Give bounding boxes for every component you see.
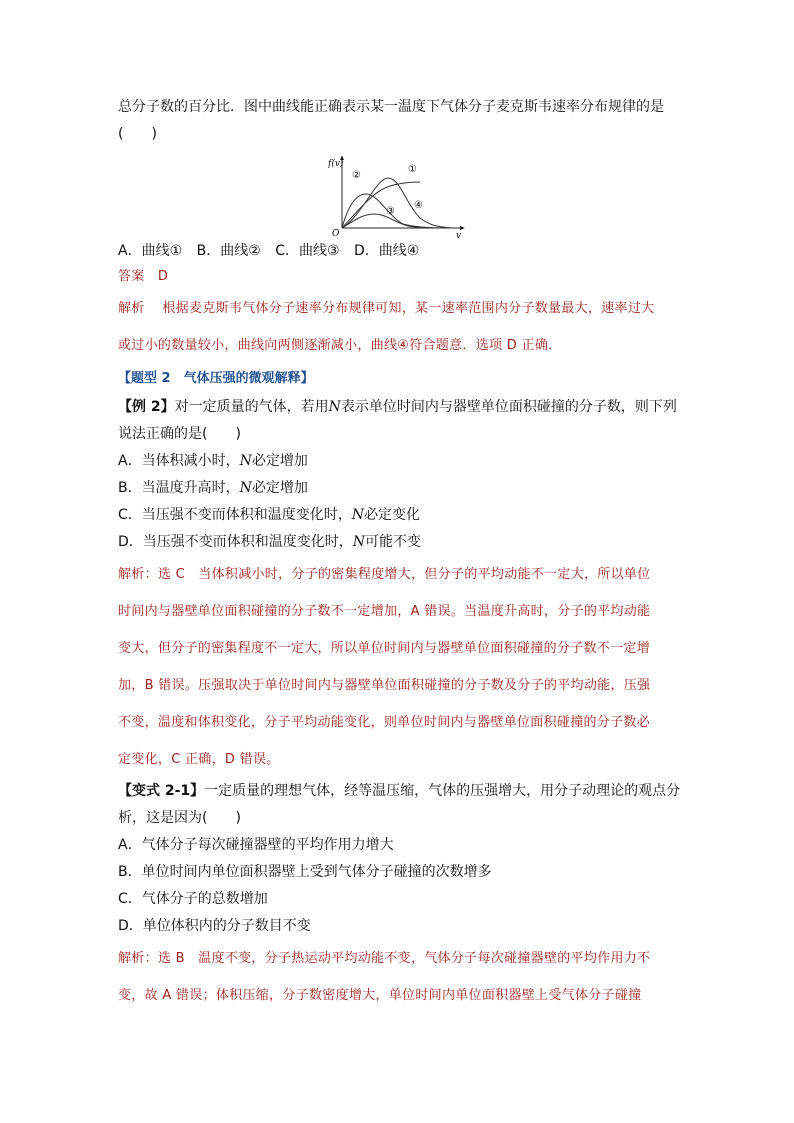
y-axis-label: f(v) xyxy=(328,159,344,169)
var21-option-a: A．气体分子每次碰撞器壁的平均作用力增大 xyxy=(118,837,394,853)
ex2-option-a xyxy=(118,448,678,475)
var21-stem-line1 xyxy=(118,778,681,805)
q1-option-a: A．曲线① xyxy=(118,243,183,259)
ex2-stem-line1 xyxy=(118,394,678,421)
ex2-option-b-text: B．当温度升高时， xyxy=(118,480,240,496)
q1-answer xyxy=(118,264,678,290)
var21-analysis-line1: 解析：选 B 温度不变，分子热运动平均动能不变，气体分子每次碰撞器壁的平均作用力不 xyxy=(118,951,651,966)
ex2-option-d xyxy=(118,529,678,556)
var21-stem-line2: 析，这是因为( ) xyxy=(118,810,241,826)
ex2-tag: 【例 2】 xyxy=(118,399,175,415)
ex2-option-c-tail: 必定变化 xyxy=(364,507,421,523)
x-axis-arrow xyxy=(460,226,465,230)
q1-option-c: C．曲线③ xyxy=(275,243,340,259)
ex2-option-c-text: C．当压强不变而体积和温度变化时， xyxy=(118,507,352,523)
document-page xyxy=(118,94,681,1014)
var21-tag: 【变式 2-1】 xyxy=(118,783,205,799)
q1-analysis-text1: 根据麦克斯韦气体分子速率分布规律可知，某一速率范围内分子数量最大，速率过大 xyxy=(162,301,655,316)
answer-value: D xyxy=(157,269,169,284)
q1-analysis-line2: 或过小的数量较小，曲线向两侧逐渐减小，曲线④符合题意．选项 D 正确． xyxy=(118,338,562,353)
q1-analysis-line1 xyxy=(118,290,678,327)
ex2-analysis-line1: 解析：选 C 当体积减小时，分子的密集程度增大，但分子的平均动能不一定大，所以单位 xyxy=(118,567,651,582)
q1-option-d: D．曲线④ xyxy=(353,243,420,259)
q1-stem-line1: 总分子数的百分比．图中曲线能正确表示某一温度下气体分子麦克斯韦速率分布规律的是 xyxy=(118,99,664,115)
ex2-analysis-line5: 不变，温度和体积变化，分子平均动能变化，则单位时间内与器壁单位面积碰撞的分子数必 xyxy=(118,715,651,730)
var21-option-c: C．气体分子的总数增加 xyxy=(118,891,268,907)
ex2-stem-line2: 说法正确的是( ) xyxy=(118,426,241,442)
ex2-option-b xyxy=(118,475,678,502)
q1-stem-line2: ( ) xyxy=(118,126,157,142)
curve-label-1: ① xyxy=(408,164,417,175)
ex2-option-a-tail: 必定增加 xyxy=(251,453,308,469)
ex2-option-d-text: D．当压强不变而体积和温度变化时， xyxy=(118,534,353,550)
x-axis-label: v xyxy=(456,231,462,238)
curve-label-4: ④ xyxy=(414,200,423,211)
curve-4 xyxy=(342,178,452,228)
curve-label-2: ② xyxy=(352,170,361,181)
curve-label-3: ③ xyxy=(386,206,395,217)
ex2-option-c-var: N xyxy=(351,507,365,523)
ex2-stem-a: 对一定质量的气体，若用 xyxy=(174,399,329,415)
maxwell-distribution-figure xyxy=(118,156,678,238)
ex2-analysis-line6: 定变化，C 正确，D 错误。 xyxy=(118,752,280,767)
ex2-option-a-var: N xyxy=(239,453,252,469)
ex2-var: N xyxy=(328,399,341,415)
answer-label: 答案 xyxy=(118,269,145,284)
q1-options xyxy=(118,238,678,264)
ex2-option-d-var: N xyxy=(352,534,366,550)
origin-label: O xyxy=(332,229,340,238)
ex2-option-b-tail: 必定增加 xyxy=(251,480,308,496)
analysis-label: 解析 xyxy=(118,301,145,316)
ex2-option-d-tail: 可能不变 xyxy=(365,534,422,550)
ex2-stem-b: 表示单位时间内与器壁单位面积碰撞的分子数，则下列 xyxy=(340,399,677,415)
var21-stem-text: 一定质量的理想气体，经等温压缩，气体的压强增大，用分子动理论的观点分 xyxy=(204,783,681,799)
var21-option-b: B．单位时间内单位面积器壁上受到气体分子碰撞的次数增多 xyxy=(118,864,492,880)
maxwell-graph xyxy=(328,156,468,238)
ex2-option-c xyxy=(118,502,678,529)
q1-option-b: B．曲线② xyxy=(196,243,261,259)
ex2-analysis-line2: 时间内与器壁单位面积碰撞的分子数不一定增加，A 错误。当温度升高时，分子的平均动能 xyxy=(118,604,651,619)
var21-option-d: D．单位体积内的分子数目不变 xyxy=(118,918,311,934)
ex2-option-b-var: N xyxy=(239,480,252,496)
ex2-analysis-line3: 变大，但分子的密集程度不一定大，所以单位时间内与器壁单位面积碰撞的分子数不一定增 xyxy=(118,641,651,656)
var21-analysis-line2: 变，故 A 错误；体积压缩，分子数密度增大，单位时间内单位面积器壁上受气体分子碰撞 xyxy=(118,988,642,1003)
section-2-heading: 【题型 2 气体压强的微观解释】 xyxy=(118,371,314,386)
ex2-option-a-text: A．当体积减小时， xyxy=(118,453,240,469)
ex2-analysis-line4: 加，B 错误。压强取决于单位时间内与器壁单位面积碰撞的分子数及分子的平均动能，压强 xyxy=(118,678,651,693)
